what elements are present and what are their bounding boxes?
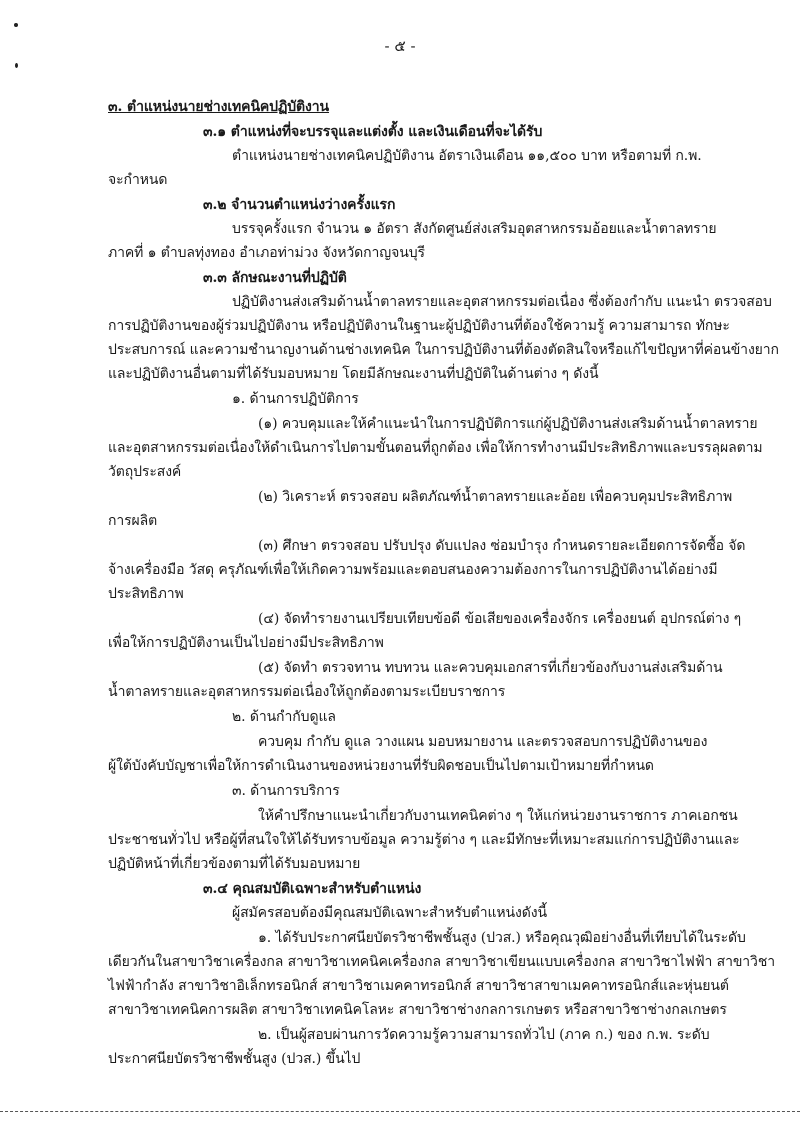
list-heading: ๑. ด้านการปฏิบัติการ: [232, 391, 359, 407]
section-heading: ๓. ตำแหน่งนายช่างเทคนิคปฏิบัติงาน: [108, 99, 330, 115]
paragraph-line: ควบคุม กำกับ ดูแล วางแผน มอบหมายงาน และตรวจสอบการปฏิบัติงานของ: [258, 734, 708, 750]
paragraph-line: ให้คำปรึกษาแนะนำเกี่ยวกับงานเทคนิคต่าง ๆ ให้แก่หน่วยงานราชการ ภาคเอกชน: [258, 808, 738, 824]
subsection-heading: ๓.๔ คุณสมบัติเฉพาะสำหรับตำแหน่ง: [203, 881, 422, 897]
paragraph-line: วัตถุประสงค์: [108, 464, 182, 480]
paragraph-line: บรรจุครั้งแรก จำนวน ๑ อัตรา สังกัดศูนย์ส่งเสริมอุตสาหกรรมอ้อยและน้ำตาลทราย: [232, 221, 717, 237]
paragraph-line: ภาคที่ ๑ ตำบลทุ่งทอง อำเภอท่าม่วง จังหวัดกาญจนบุรี: [108, 245, 425, 261]
paragraph-line: และอุตสาหกรรมต่อเนื่องให้ดำเนินการไปตามขั้นตอนที่ถูกต้อง เพื่อให้การทำงานมีประสิทธิภาพและบรรลุผลตาม: [108, 440, 763, 456]
paragraph-line: และปฏิบัติงานอื่นตามที่ได้รับมอบหมาย โดยมีลักษณะงานที่ปฏิบัติในด้านต่าง ๆ ดังนี้: [108, 366, 599, 382]
paragraph-line: ไฟฟ้ากำลัง สาขาวิชาอิเล็กทรอนิกส์ สาขาวิชาเมคคาทรอนิกส์ สาขาวิชาสาขาเมคคาทรอนิกส์และหุ่นยนต์: [108, 978, 729, 994]
paragraph-line: สาขาวิชาเทคนิคการผลิต สาขาวิชาเทคนิคโลหะ สาขาวิชาช่างกลการเกษตร หรือสาขาวิชาช่างกลเกษตร: [108, 1002, 727, 1018]
paragraph-line: ผู้สมัครสอบต้องมีคุณสมบัติเฉพาะสำหรับตำแหน่งดังนี้: [232, 905, 547, 921]
list-heading: ๓. ด้านการบริการ: [232, 783, 340, 799]
paragraph-line: ปฏิบัติหน้าที่เกี่ยวข้องตามที่ได้รับมอบหมาย: [108, 856, 361, 872]
paragraph-line: น้ำตาลทรายและอุตสาหกรรมต่อเนื่องให้ถูกต้องตามระเบียบราชการ: [108, 684, 506, 700]
scan-speck: [14, 23, 18, 27]
paragraph-line: เพื่อให้การปฏิบัติงานเป็นไปอย่างมีประสิทธิภาพ: [108, 635, 384, 651]
list-heading: ๒. ด้านกำกับดูแล: [232, 709, 336, 725]
paragraph-line: การปฏิบัติงานของผู้ร่วมปฏิบัติงาน หรือปฏิบัติงานในฐานะผู้ปฏิบัติงานที่ต้องใช้ความรู้ ความสามารถ ทักษะ: [108, 318, 730, 334]
list-item: (๒) วิเคราะห์ ตรวจสอบ ผลิตภัณฑ์น้ำตาลทรายและอ้อย เพื่อควบคุมประสิทธิภาพ: [258, 489, 733, 505]
paragraph-line: ประกาศนียบัตรวิชาชีพชั้นสูง (ปวส.) ขึ้นไป: [108, 1051, 361, 1067]
subsection-heading: ๓.๒ จำนวนตำแหน่งว่างครั้งแรก: [203, 197, 396, 213]
list-item: (๔) จัดทำรายงานเปรียบเทียบข้อดี ข้อเสียของเครื่องจักร เครื่องยนต์ อุปกรณ์ต่าง ๆ: [258, 611, 742, 627]
paragraph-line: ประสบการณ์ และความชำนาญงานด้านช่างเทคนิค ในการปฏิบัติงานที่ต้องตัดสินใจหรือแก้ไขปัญหาที่ค่อนข้างยาก: [108, 342, 779, 358]
paragraph-line: ประสิทธิภาพ: [108, 586, 184, 602]
list-item: ๒. เป็นผู้สอบผ่านการวัดความรู้ความสามารถทั่วไป (ภาค ก.) ของ ก.พ. ระดับ: [258, 1027, 710, 1043]
subsection-heading: ๓.๑ ตำแหน่งที่จะบรรจุและแต่งตั้ง และเงินเดือนที่จะได้รับ: [203, 124, 543, 140]
subsection-heading: ๓.๓ ลักษณะงานที่ปฏิบัติ: [203, 270, 347, 286]
paragraph-line: ประชาชนทั่วไป หรือผู้ที่สนใจให้ได้รับทราบข้อมูล ความรู้ต่าง ๆ และมีทักษะที่เหมาะสมแก่การปฏิบัติงานและ: [108, 832, 740, 848]
paragraph-line: ปฏิบัติงานส่งเสริมด้านน้ำตาลทรายและอุตสาหกรรมต่อเนื่อง ซึ่งต้องกำกับ แนะนำ ตรวจสอบ: [232, 294, 772, 310]
paragraph-line: จ้างเครื่องมือ วัสดุ ครุภัณฑ์เพื่อให้เกิดความพร้อมและตอบสนองความต้องการในการปฏิบัติงานได้อย่างมี: [108, 562, 718, 578]
paragraph-line: การผลิต: [108, 513, 158, 529]
paragraph-line: จะกำหนด: [108, 172, 168, 188]
paragraph-line: ผู้ใต้บังคับบัญชาเพื่อให้การดำเนินงานของหน่วยงานที่รับผิดชอบเป็นไปตามเป้าหมายที่กำหนด: [108, 758, 654, 774]
paragraph-line: ตำแหน่งนายช่างเทคนิคปฏิบัติงาน อัตราเงินเดือน ๑๑,๕๐๐ บาท หรือตามที่ ก.พ.: [232, 148, 702, 164]
page-number: - ๕ -: [384, 37, 416, 55]
paragraph-line: เดียวกันในสาขาวิชาเครื่องกล สาขาวิชาเทคนิคเครื่องกล สาขาวิชาเขียนแบบเครื่องกล สาขาวิชาไฟฟ้า สาขาวิชา: [108, 954, 775, 970]
list-item: (๕) จัดทำ ตรวจทาน ทบทวน และควบคุมเอกสารที่เกี่ยวข้องกับงานส่งเสริมด้าน: [258, 660, 723, 676]
scan-edge-line: [0, 1111, 800, 1112]
list-item: (๓) ศึกษา ตรวจสอบ ปรับปรุง ดับแปลง ซ่อมบำรุง กำหนดรายละเอียดการจัดซื้อ จัด: [258, 538, 746, 554]
list-item: ๑. ได้รับประกาศนียบัตรวิชาชีพชั้นสูง (ปวส.) หรือคุณวุฒิอย่างอื่นที่เทียบได้ในระดับ: [258, 930, 746, 946]
scan-speck: [15, 63, 18, 68]
list-item: (๑) ควบคุมและให้คำแนะนำในการปฏิบัติการแก่ผู้ปฏิบัติงานส่งเสริมด้านน้ำตาลทราย: [258, 416, 758, 432]
